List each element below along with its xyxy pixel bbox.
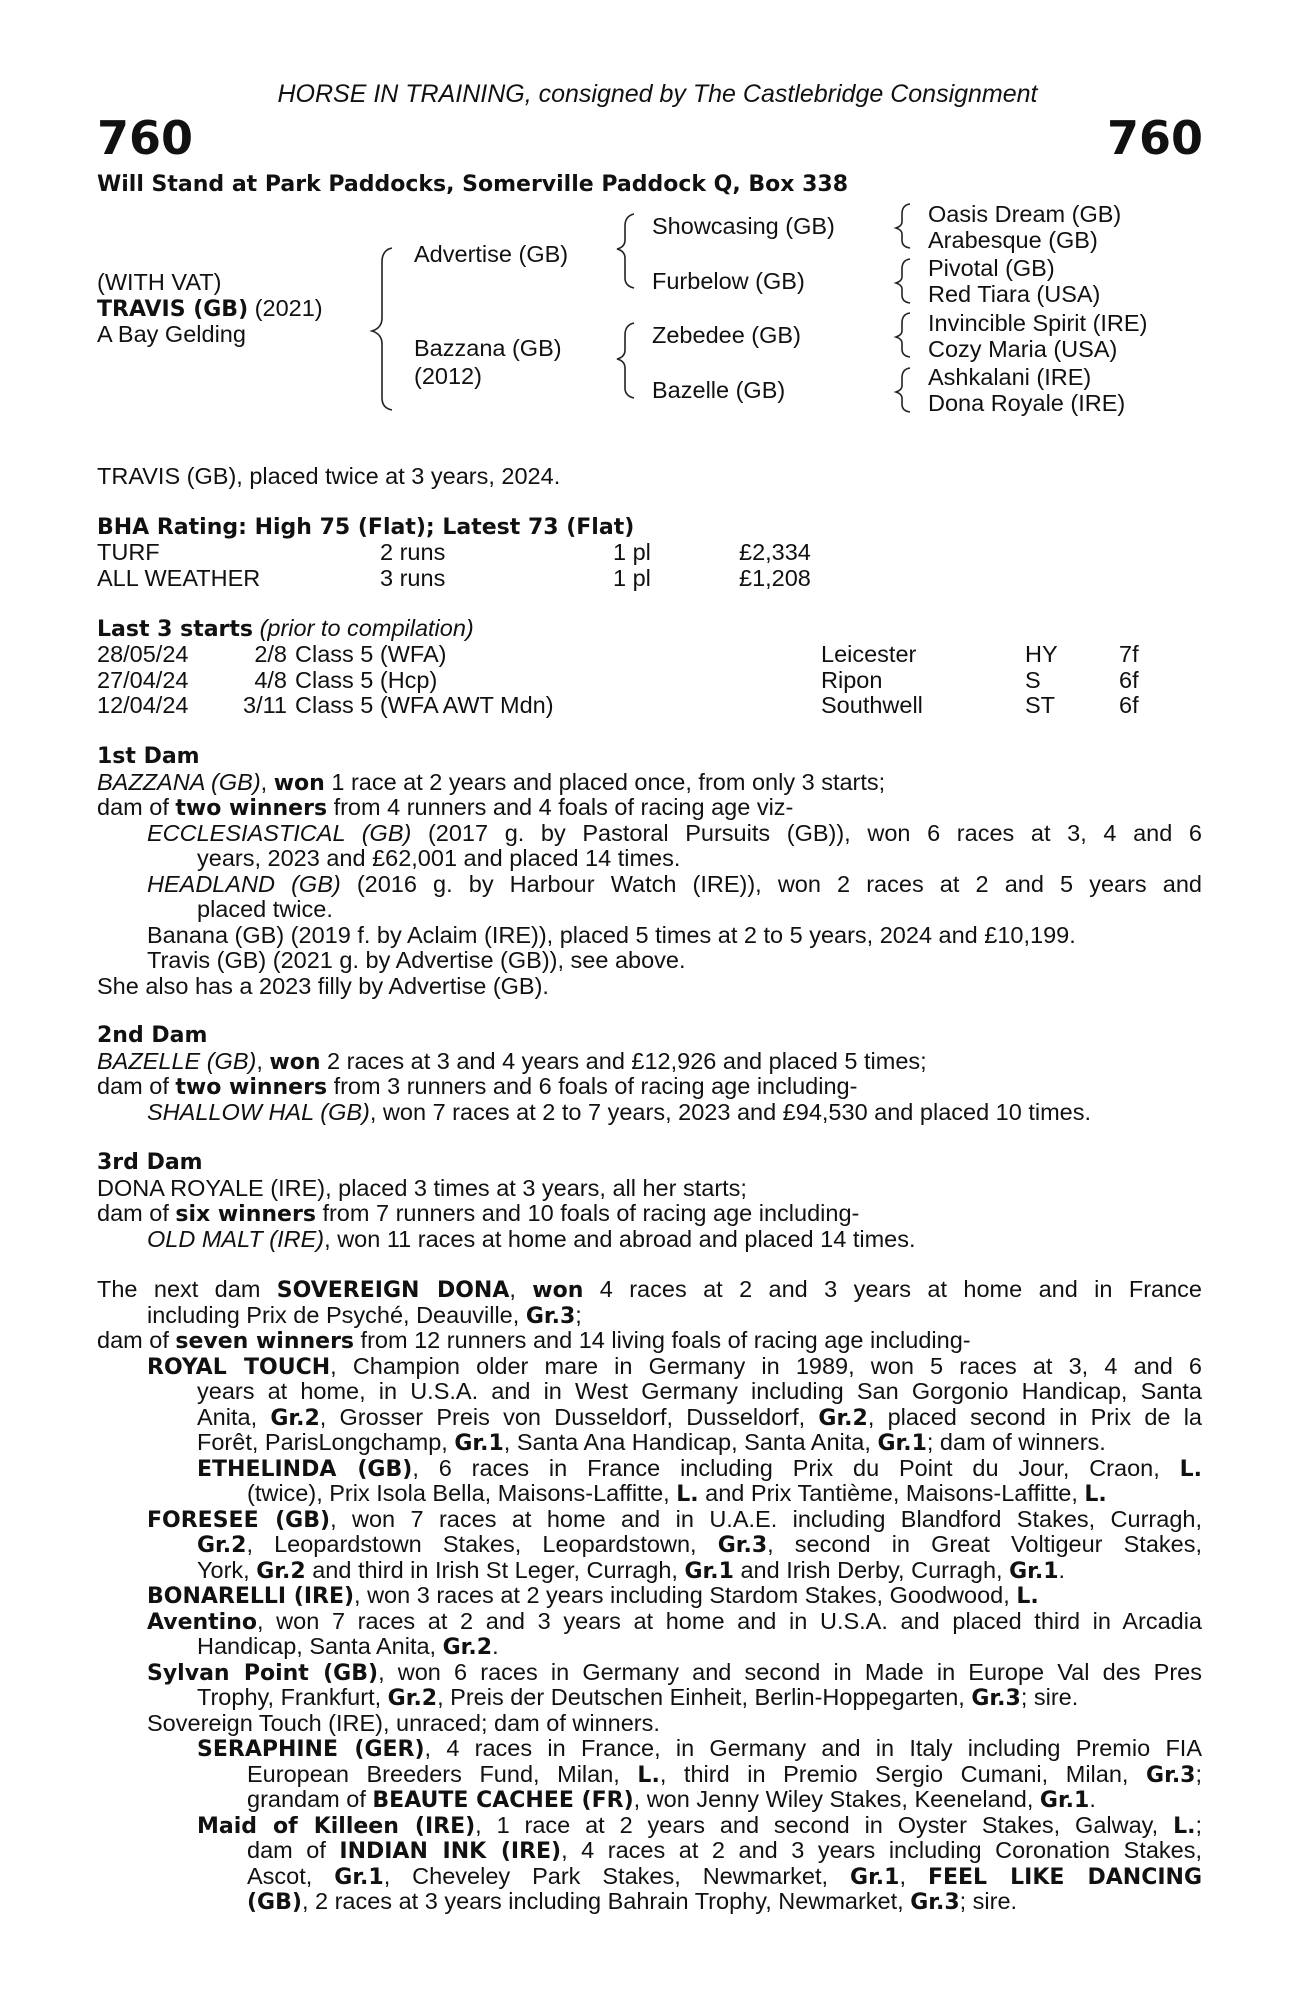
progeny-line: Banana (GB) (2019 f. by Aclaim (IRE)), placed 5 times at 2 to 5 years, 2024 and £10,199. xyxy=(147,921,1076,948)
pedigree-gen2: Furbelow (GB) xyxy=(652,268,805,294)
brace-g3-3 xyxy=(896,313,910,357)
brace-dam xyxy=(617,323,634,398)
progeny-line: ECCLESIASTICAL (GB) (2017 g. by Pastoral Pursuits (GB)), won 6 races at 3, 4 and 6 xyxy=(147,819,1202,846)
pedigree-gen2: Zebedee (GB) xyxy=(652,322,801,348)
pedigree-gen2: Bazelle (GB) xyxy=(652,377,786,403)
pedigree-gen3: Pivotal (GB) xyxy=(928,255,1055,281)
progeny-line: (GB), 2 races at 3 years including Bahrain Trophy, Newmarket, Gr.3; sire. xyxy=(247,1888,1018,1915)
start-going: HY xyxy=(1025,641,1058,667)
start-course: Ripon xyxy=(821,666,883,693)
third-dam-section xyxy=(97,1150,1202,1252)
start-distance: 6f xyxy=(1119,666,1139,693)
stand-location: Will Stand at Park Paddocks, Somerville Paddock Q, Box 338 xyxy=(97,172,849,197)
brace-sire xyxy=(617,214,634,288)
progeny-line: Gr.2, Leopardstown Stakes, Leopardstown, Gr.3, second in Great Voltigeur Stakes, xyxy=(197,1531,1203,1558)
start-date: 12/04/24 xyxy=(97,692,189,718)
start-race: Class 5 (WFA) xyxy=(295,641,447,667)
pedigree-gen3: Oasis Dream (GB) xyxy=(928,201,1122,227)
pedigree-dam-year: (2012) xyxy=(414,363,482,389)
start-row xyxy=(97,668,1139,694)
record-row xyxy=(97,540,811,566)
dam-line: She also has a 2023 filly by Advertise (GB). xyxy=(97,972,549,999)
progeny-line: Trophy, Frankfurt, Gr.2, Preis der Deutschen Einheit, Berlin-Hoppegarten, Gr.3; sire. xyxy=(197,1684,1079,1711)
pedigree-dam: Bazzana (GB) xyxy=(414,335,562,361)
progeny-line: Ascot, Gr.1, Cheveley Park Stakes, Newmarket, Gr.1, FEEL LIKE DANCING xyxy=(247,1862,1203,1890)
start-race: Class 5 (Hcp) xyxy=(295,666,438,693)
dam-line: dam of two winners from 4 runners and 4 foals of racing age viz- xyxy=(97,794,794,821)
dam-line: BAZELLE (GB), won 2 races at 3 and 4 years and £12,926 and placed 5 times; xyxy=(97,1047,927,1075)
start-position: 2/8 xyxy=(254,641,287,667)
progeny-line: (twice), Prix Isola Bella, Maisons-Laffitte, L. and Prix Tantième, Maisons-Laffitte, L. xyxy=(247,1480,1107,1507)
start-distance: 7f xyxy=(1119,641,1139,667)
progeny-line: ETHELINDA (GB), 6 races in France including Prix du Point du Jour, Craon, L. xyxy=(197,1454,1202,1482)
race-summary: TRAVIS (GB), placed twice at 3 years, 2024. xyxy=(97,463,561,489)
progeny-line: York, Gr.2 and third in Irish St Leger, Curragh, Gr.1 and Irish Derby, Curragh, Gr.1. xyxy=(197,1556,1066,1584)
dam-line: dam of six winners from 7 runners and 10 foals of racing age including- xyxy=(97,1200,860,1227)
dam-line: DONA ROYALE (IRE), placed 3 times at 3 years, all her starts; xyxy=(97,1174,747,1201)
brace-g3-1 xyxy=(896,204,910,248)
dam-line: dam of two winners from 3 runners and 6 foals of racing age including- xyxy=(97,1073,858,1100)
pedigree-gen3: Arabesque (GB) xyxy=(928,227,1098,253)
pedigree-gen3: Dona Royale (IRE) xyxy=(928,390,1126,416)
progeny-line: Travis (GB) (2021 g. by Advertise (GB)), see above. xyxy=(147,947,686,973)
progeny-line: BONARELLI (IRE), won 3 races at 2 years including Stardom Stakes, Goodwood, L. xyxy=(147,1582,1039,1609)
last-starts-heading xyxy=(97,616,474,643)
start-distance: 6f xyxy=(1119,692,1139,718)
start-position: 4/8 xyxy=(254,666,287,693)
record-surface: ALL WEATHER xyxy=(97,564,261,591)
last-starts-note: (prior to compilation) xyxy=(259,615,474,641)
start-date: 28/05/24 xyxy=(97,641,189,667)
progeny-line: SERAPHINE (GER), 4 races in France, in Germany and in Italy including Premio FIA xyxy=(197,1735,1202,1762)
record-runs: 3 runs xyxy=(380,564,446,591)
progeny-line: Maid of Killeen (IRE), 1 race at 2 years and second in Oyster Stakes, Galway, L.; xyxy=(197,1811,1202,1839)
progeny-line: Forêt, ParisLongchamp, Gr.1, Santa Ana Handicap, Santa Anita, Gr.1; dam of winners. xyxy=(197,1429,1106,1456)
bha-rating: BHA Rating: High 75 (Flat); Latest 73 (Flat) xyxy=(97,515,635,540)
vat-note: (WITH VAT) xyxy=(97,269,222,295)
section-heading: 3rd Dam xyxy=(97,1150,203,1175)
dam-line: including Prix de Psyché, Deauville, Gr.3; xyxy=(147,1301,582,1329)
brace-gen1 xyxy=(372,248,392,410)
start-position: 3/11 xyxy=(243,692,287,718)
progeny-line: European Breeders Fund, Milan, L., third in Premio Sergio Cumani, Milan, Gr.3; xyxy=(247,1760,1203,1788)
progeny-line: SHALLOW HAL (GB), won 7 races at 2 to 7 years, 2023 and £94,530 and placed 10 times. xyxy=(147,1098,1092,1125)
progeny-line: Sylvan Point (GB), won 6 races in Germany and second in Made in Europe Val des Pres xyxy=(147,1658,1202,1686)
record-table xyxy=(97,540,811,591)
brace-g3-2 xyxy=(896,259,910,303)
dam-line: BAZZANA (GB), won 1 race at 2 years and placed once, from only 3 starts; xyxy=(97,768,886,796)
start-row xyxy=(97,642,1139,668)
pedigree-sire: Advertise (GB) xyxy=(414,241,569,267)
lot-number-left: 760 xyxy=(97,111,194,165)
progeny-line: Handicap, Santa Anita, Gr.2. xyxy=(197,1633,499,1660)
record-prize: £2,334 xyxy=(739,539,811,565)
start-going: ST xyxy=(1025,692,1056,718)
record-placed: 1 pl xyxy=(613,539,651,565)
lot-number-right: 760 xyxy=(1106,111,1203,165)
horse-description: A Bay Gelding xyxy=(97,321,246,347)
section-heading: 2nd Dam xyxy=(97,1023,208,1048)
brace-g3-4 xyxy=(896,368,910,412)
pedigree-gen3: Invincible Spirit (IRE) xyxy=(928,310,1148,336)
progeny-line: placed twice. xyxy=(197,896,333,922)
progeny-line: OLD MALT (IRE), won 11 races at home and abroad and placed 14 times. xyxy=(147,1225,916,1252)
record-prize: £1,208 xyxy=(739,564,811,591)
progeny-line: Anita, Gr.2, Grosser Preis von Dusseldorf, Dusseldorf, Gr.2, placed second in Prix de la xyxy=(197,1403,1202,1431)
progeny-line: FORESEE (GB), won 7 races at home and in U.A.E. including Blandford Stakes, Curragh, xyxy=(147,1505,1202,1533)
record-surface: TURF xyxy=(97,539,160,565)
next-dam-section xyxy=(97,1277,1202,1915)
first-dam-section xyxy=(97,744,1202,999)
pedigree-gen3: Ashkalani (IRE) xyxy=(928,364,1092,390)
start-course: Leicester xyxy=(821,641,917,667)
progeny-line: grandam of BEAUTE CACHEE (FR), won Jenny Wiley Stakes, Keeneland, Gr.1. xyxy=(247,1786,1096,1813)
start-row xyxy=(97,693,1139,719)
record-row xyxy=(97,566,811,592)
start-course: Southwell xyxy=(821,692,923,718)
progeny-line: ROYAL TOUCH, Champion older mare in Germany in 1989, won 5 races at 3, 4 and 6 xyxy=(147,1352,1202,1380)
pedigree-gen2: Showcasing (GB) xyxy=(652,213,835,239)
progeny-line: HEADLAND (GB) (2016 g. by Harbour Watch (IRE)), won 2 races at 2 and 5 years and xyxy=(147,870,1202,897)
section-heading: 1st Dam xyxy=(97,744,200,769)
record-placed: 1 pl xyxy=(613,564,651,591)
second-dam-section xyxy=(97,1023,1202,1125)
start-date: 27/04/24 xyxy=(97,666,189,693)
pedigree-gen3: Cozy Maria (USA) xyxy=(928,336,1118,362)
progeny-line: dam of INDIAN INK (IRE), 4 races at 2 and 3 years including Coronation Stakes, xyxy=(247,1837,1202,1864)
dam-line: The next dam SOVEREIGN DONA, won 4 races at 2 and 3 years at home and in France xyxy=(97,1276,1202,1303)
catalogue-header: HORSE IN TRAINING, consigned by The Castlebridge Consignment xyxy=(277,80,1038,108)
dam-line: dam of seven winners from 12 runners and 14 living foals of racing age including- xyxy=(97,1327,971,1354)
horse-year: (2021) xyxy=(254,295,323,321)
pedigree-gen3: Red Tiara (USA) xyxy=(928,281,1101,307)
progeny-line: years, 2023 and £62,001 and placed 14 times. xyxy=(197,845,681,871)
horse-name: TRAVIS (GB) xyxy=(97,297,249,322)
progeny-line: Aventino, won 7 races at 2 and 3 years at home and in U.S.A. and placed third in Arcadia xyxy=(147,1607,1202,1635)
start-going: S xyxy=(1025,666,1041,693)
record-runs: 2 runs xyxy=(380,539,446,565)
progeny-line: Sovereign Touch (IRE), unraced; dam of winners. xyxy=(147,1709,660,1736)
last-starts-table xyxy=(97,642,1139,719)
progeny-line: years at home, in U.S.A. and in West Germany including San Gorgonio Handicap, Santa xyxy=(197,1378,1202,1404)
last-starts-title: Last 3 starts xyxy=(97,617,254,642)
start-race: Class 5 (WFA AWT Mdn) xyxy=(295,692,554,718)
